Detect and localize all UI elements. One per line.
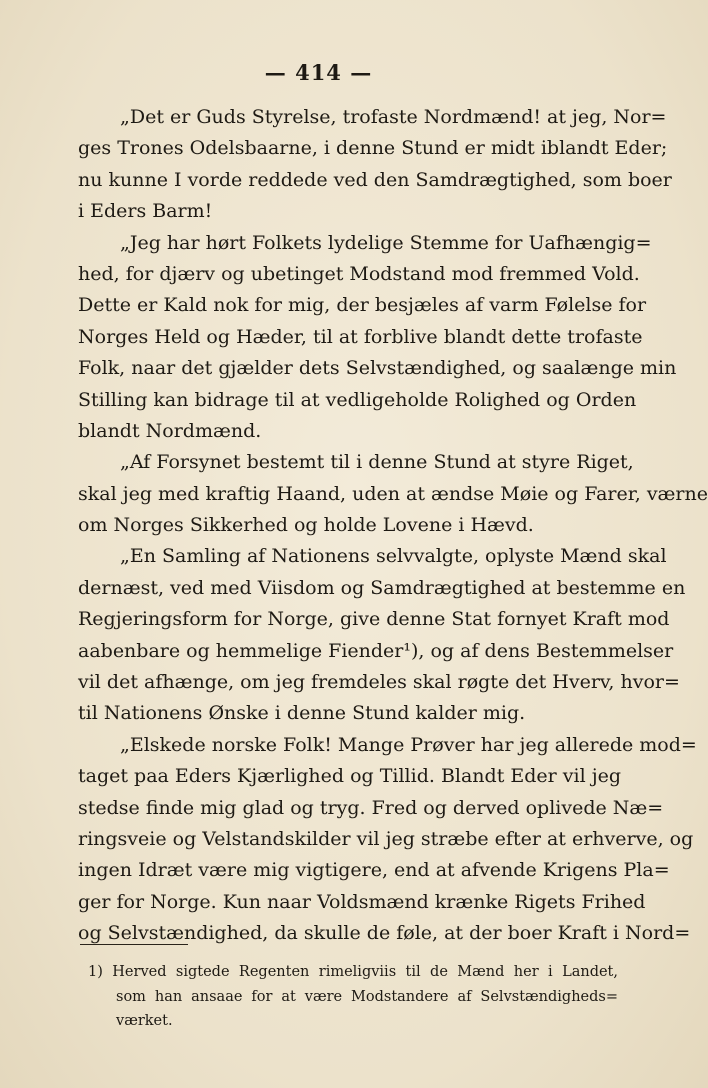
text-line: nu kunne I vorde reddede ved den Samdrægtighed, som boer <box>78 168 672 191</box>
page-number: — 414 — <box>264 60 373 85</box>
text-line: Dette er Kald nok for mig, der besjæles af varm Følelse for <box>78 294 647 317</box>
text-line: ger for Norge. Kun naar Voldsmænd krænke Rigets Frihed <box>78 890 646 913</box>
text-line: „En Samling af Nationens selvvalgte, oplyste Mænd skal <box>120 545 667 568</box>
footnote-line: værket. <box>116 1013 173 1029</box>
text-line: Norges Held og Hæder, til at forblive blandt dette trofaste <box>78 325 643 348</box>
text-line: hed, for djærv og ubetinget Modstand mod fremmed Vold. <box>78 262 640 285</box>
text-line: „Jeg har hørt Folkets lydelige Stemme for Uafhængig= <box>120 231 652 254</box>
footnote-line: som han ansaae for at være Modstandere af Selvstændigheds= <box>116 988 618 1005</box>
text-line: og Selvstændighed, da skulle de føle, at der boer Kraft i Nord= <box>78 922 691 945</box>
text-line: Regjeringsform for Norge, give denne Stat fornyet Kraft mod <box>78 608 670 631</box>
text-line: blandt Nordmænd. <box>78 419 262 442</box>
text-line: „Af Forsynet bestemt til i denne Stund at styre Riget, <box>120 451 634 474</box>
text-line: taget paa Eders Kjærlighed og Tillid. Blandt Eder vil jeg <box>78 765 622 788</box>
text-line: aabenbare og hemmelige Fiender¹), og af dens Bestemmelser <box>78 639 674 662</box>
text-line: til Nationens Ønske i denne Stund kalder mig. <box>78 702 526 725</box>
text-line: ringsveie og Velstandskilder vil jeg stræbe efter at erhverve, og <box>78 827 694 850</box>
text-line: ges Trones Odelsbaarne, i denne Stund er midt iblandt Eder; <box>78 137 668 160</box>
text-line: „Det er Guds Styrelse, trofaste Nordmænd! at jeg, Nor= <box>120 106 667 128</box>
text-line: dernæst, ved med Viisdom og Samdrægtighed at bestemme en <box>78 576 686 599</box>
text-line: „Elskede norske Folk! Mange Prøver har jeg allerede mod= <box>120 733 697 756</box>
text-line: i Eders Barm! <box>78 200 213 223</box>
footnote-divider <box>80 944 188 945</box>
text-line: stedse finde mig glad og tryg. Fred og derved oplivede Næ= <box>78 796 664 819</box>
text-line: Folk, naar det gjælder dets Selvstændighed, og saalænge min <box>78 357 677 380</box>
text-line: om Norges Sikkerhed og holde Lovene i Hævd. <box>78 514 534 537</box>
footnote-line: 1) Herved sigtede Regenten rimeligviis til de Mænd her i Landet, <box>88 964 618 980</box>
body-text <box>78 102 708 950</box>
text-line: vil det afhænge, om jeg fremdeles skal røgte det Hverv, hvor= <box>78 671 680 694</box>
footnotes <box>88 960 618 1034</box>
text-line: Stilling kan bidrage til at vedligeholde Rolighed og Orden <box>78 388 637 411</box>
text-line: ingen Idræt være mig vigtigere, end at afvende Krigens Pla= <box>78 859 670 882</box>
text-line: skal jeg med kraftig Haand, uden at ændse Møie og Farer, værne <box>78 482 708 505</box>
